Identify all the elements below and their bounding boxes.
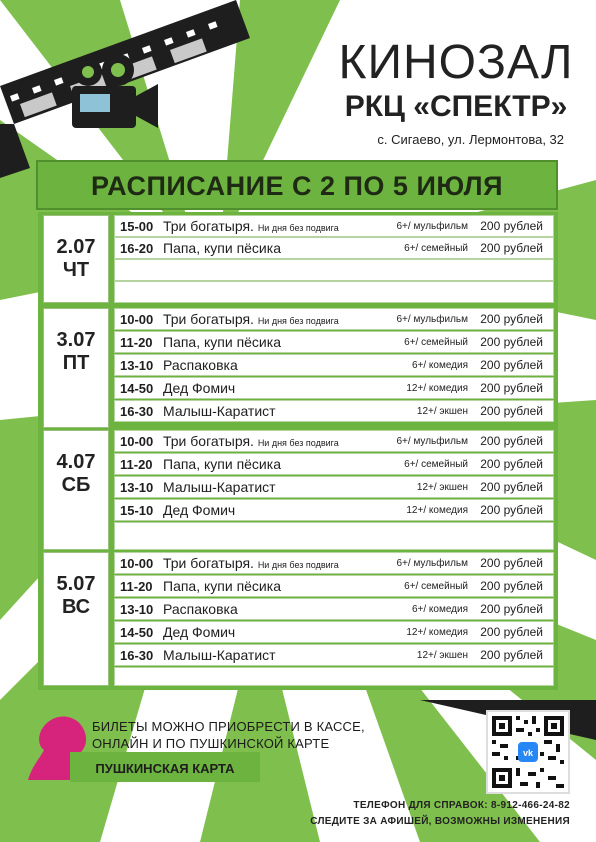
show-age: 6+/ семейный	[404, 243, 468, 254]
day-weekday: ВС	[61, 596, 91, 618]
show-price: 200 рублей	[480, 358, 543, 372]
show-row	[114, 453, 554, 475]
venue-address: с. Сигаево, ул. Лермонтова, 32	[377, 132, 564, 147]
show-age: 6+/ мульфильм	[396, 221, 468, 232]
show-title: Папа, купи пёсика	[163, 578, 281, 594]
day-date: 3.07	[56, 329, 96, 351]
show-time: 14-50	[120, 381, 154, 396]
show-row	[114, 215, 554, 237]
show-row	[114, 400, 554, 422]
show-time: 13-10	[120, 358, 154, 373]
show-time: 10-00	[120, 312, 154, 327]
show-row	[114, 476, 554, 498]
schedule-day	[38, 430, 558, 550]
show-price: 200 рублей	[480, 503, 543, 517]
day-label	[43, 215, 109, 303]
show-row	[114, 237, 554, 259]
show-age: 6+/ комедия	[411, 360, 468, 371]
show-age: 6+/ мульфильм	[396, 314, 468, 325]
show-title: Малыш-Каратист	[163, 403, 276, 419]
show-title: Дед Фомич	[163, 624, 236, 640]
schedule-day	[38, 552, 558, 688]
show-time: 15-10	[120, 503, 154, 518]
day-date: 2.07	[56, 236, 96, 258]
show-title: Распаковка	[163, 357, 238, 373]
tickets-line: БИЛЕТЫ МОЖНО ПРИОБРЕСТИ В КАССЕ,	[92, 719, 365, 734]
phone-info: ТЕЛЕФОН ДЛЯ СПРАВОК: 8-912-466-24-82	[353, 800, 570, 811]
empty-row	[114, 281, 554, 303]
show-row	[114, 621, 554, 643]
schedule-day	[38, 308, 558, 428]
schedule-table	[38, 212, 558, 690]
show-title: Папа, купи пёсика	[163, 240, 281, 256]
empty-row	[114, 522, 554, 550]
show-age: 6+/ семейный	[404, 337, 468, 348]
schedule-day	[38, 212, 558, 306]
show-row	[114, 331, 554, 353]
show-age: 12+/ экшен	[416, 650, 468, 661]
show-title: Папа, купи пёсика	[163, 456, 281, 472]
show-age: 6+/ семейный	[404, 459, 468, 470]
show-note: Ни дня без подвига	[257, 223, 339, 233]
schedule-banner: РАСПИСАНИЕ С 2 ПО 5 ИЮЛЯ	[36, 160, 558, 210]
page-title: КИНОЗАЛ	[338, 36, 574, 89]
show-row	[114, 575, 554, 597]
tickets-info	[92, 718, 392, 752]
show-row	[114, 430, 554, 452]
day-weekday: ЧТ	[62, 259, 90, 281]
show-time: 15-00	[120, 219, 154, 234]
show-price: 200 рублей	[480, 219, 543, 233]
show-row	[114, 644, 554, 666]
show-time: 14-50	[120, 625, 154, 640]
show-price: 200 рублей	[480, 556, 543, 570]
show-time: 16-30	[120, 404, 154, 419]
show-age: 12+/ комедия	[406, 505, 468, 516]
day-weekday: СБ	[61, 474, 91, 496]
show-age: 12+/ экшен	[416, 482, 468, 493]
show-time: 11-20	[120, 579, 153, 594]
empty-row	[114, 259, 554, 281]
show-price: 200 рублей	[480, 241, 543, 255]
pushkin-card-logo	[70, 752, 260, 782]
day-label	[43, 308, 109, 428]
svg-text:vk: vk	[522, 748, 534, 758]
show-note: Ни дня без подвига	[257, 316, 339, 326]
day-label	[43, 552, 109, 686]
vk-qr-code-icon[interactable]	[486, 710, 570, 794]
show-row	[114, 308, 554, 330]
venue-name: РКЦ «СПЕКТР»	[344, 90, 568, 123]
show-row	[114, 377, 554, 399]
show-age: 6+/ мульфильм	[396, 436, 468, 447]
show-row	[114, 552, 554, 574]
show-title: Распаковка	[163, 601, 238, 617]
show-price: 200 рублей	[480, 480, 543, 494]
show-title: Три богатыря. Ни дня без подвига	[163, 433, 339, 449]
show-age: 12+/ экшен	[416, 406, 468, 417]
show-price: 200 рублей	[480, 381, 543, 395]
show-age: 12+/ комедия	[406, 383, 468, 394]
show-price: 200 рублей	[480, 602, 543, 616]
show-row	[114, 354, 554, 376]
show-price: 200 рублей	[480, 404, 543, 418]
show-age: 12+/ комедия	[406, 627, 468, 638]
show-title: Малыш-Каратист	[163, 647, 276, 663]
show-title: Три богатыря. Ни дня без подвига	[163, 311, 339, 327]
day-date: 4.07	[56, 451, 96, 473]
show-price: 200 рублей	[480, 625, 543, 639]
show-price: 200 рублей	[480, 335, 543, 349]
tickets-line: ОНЛАЙН И ПО ПУШКИНСКОЙ КАРТЕ	[92, 736, 330, 751]
show-price: 200 рублей	[480, 434, 543, 448]
show-title: Дед Фомич	[163, 502, 236, 518]
show-price: 200 рублей	[480, 579, 543, 593]
show-time: 16-20	[120, 241, 154, 256]
pushkin-card-logo-text: ПУШКИНСКАЯ КАРТА	[95, 761, 235, 776]
show-time: 10-00	[120, 434, 154, 449]
show-title: Дед Фомич	[163, 380, 236, 396]
show-age: 6+/ семейный	[404, 581, 468, 592]
show-time: 11-20	[120, 335, 153, 350]
day-weekday: ПТ	[62, 352, 90, 374]
show-row	[114, 598, 554, 620]
show-time: 10-00	[120, 556, 154, 571]
show-note: Ни дня без подвига	[257, 560, 339, 570]
show-title: Три богатыря. Ни дня без подвига	[163, 555, 339, 571]
show-time: 16-30	[120, 648, 154, 663]
show-age: 6+/ мульфильм	[396, 558, 468, 569]
show-price: 200 рублей	[480, 648, 543, 662]
show-row	[114, 499, 554, 521]
show-note: Ни дня без подвига	[257, 438, 339, 448]
schedule-notice: СЛЕДИТЕ ЗА АФИШЕЙ, ВОЗМОЖНЫ ИЗМЕНЕНИЯ	[310, 816, 570, 827]
day-date: 5.07	[56, 573, 96, 595]
show-age: 6+/ комедия	[411, 604, 468, 615]
show-time: 13-10	[120, 480, 154, 495]
show-title: Три богатыря. Ни дня без подвига	[163, 218, 339, 234]
empty-row	[114, 667, 554, 686]
show-title: Папа, купи пёсика	[163, 334, 281, 350]
day-label	[43, 430, 109, 550]
show-title: Малыш-Каратист	[163, 479, 276, 495]
show-price: 200 рублей	[480, 312, 543, 326]
show-price: 200 рублей	[480, 457, 543, 471]
show-time: 11-20	[120, 457, 153, 472]
show-time: 13-10	[120, 602, 154, 617]
